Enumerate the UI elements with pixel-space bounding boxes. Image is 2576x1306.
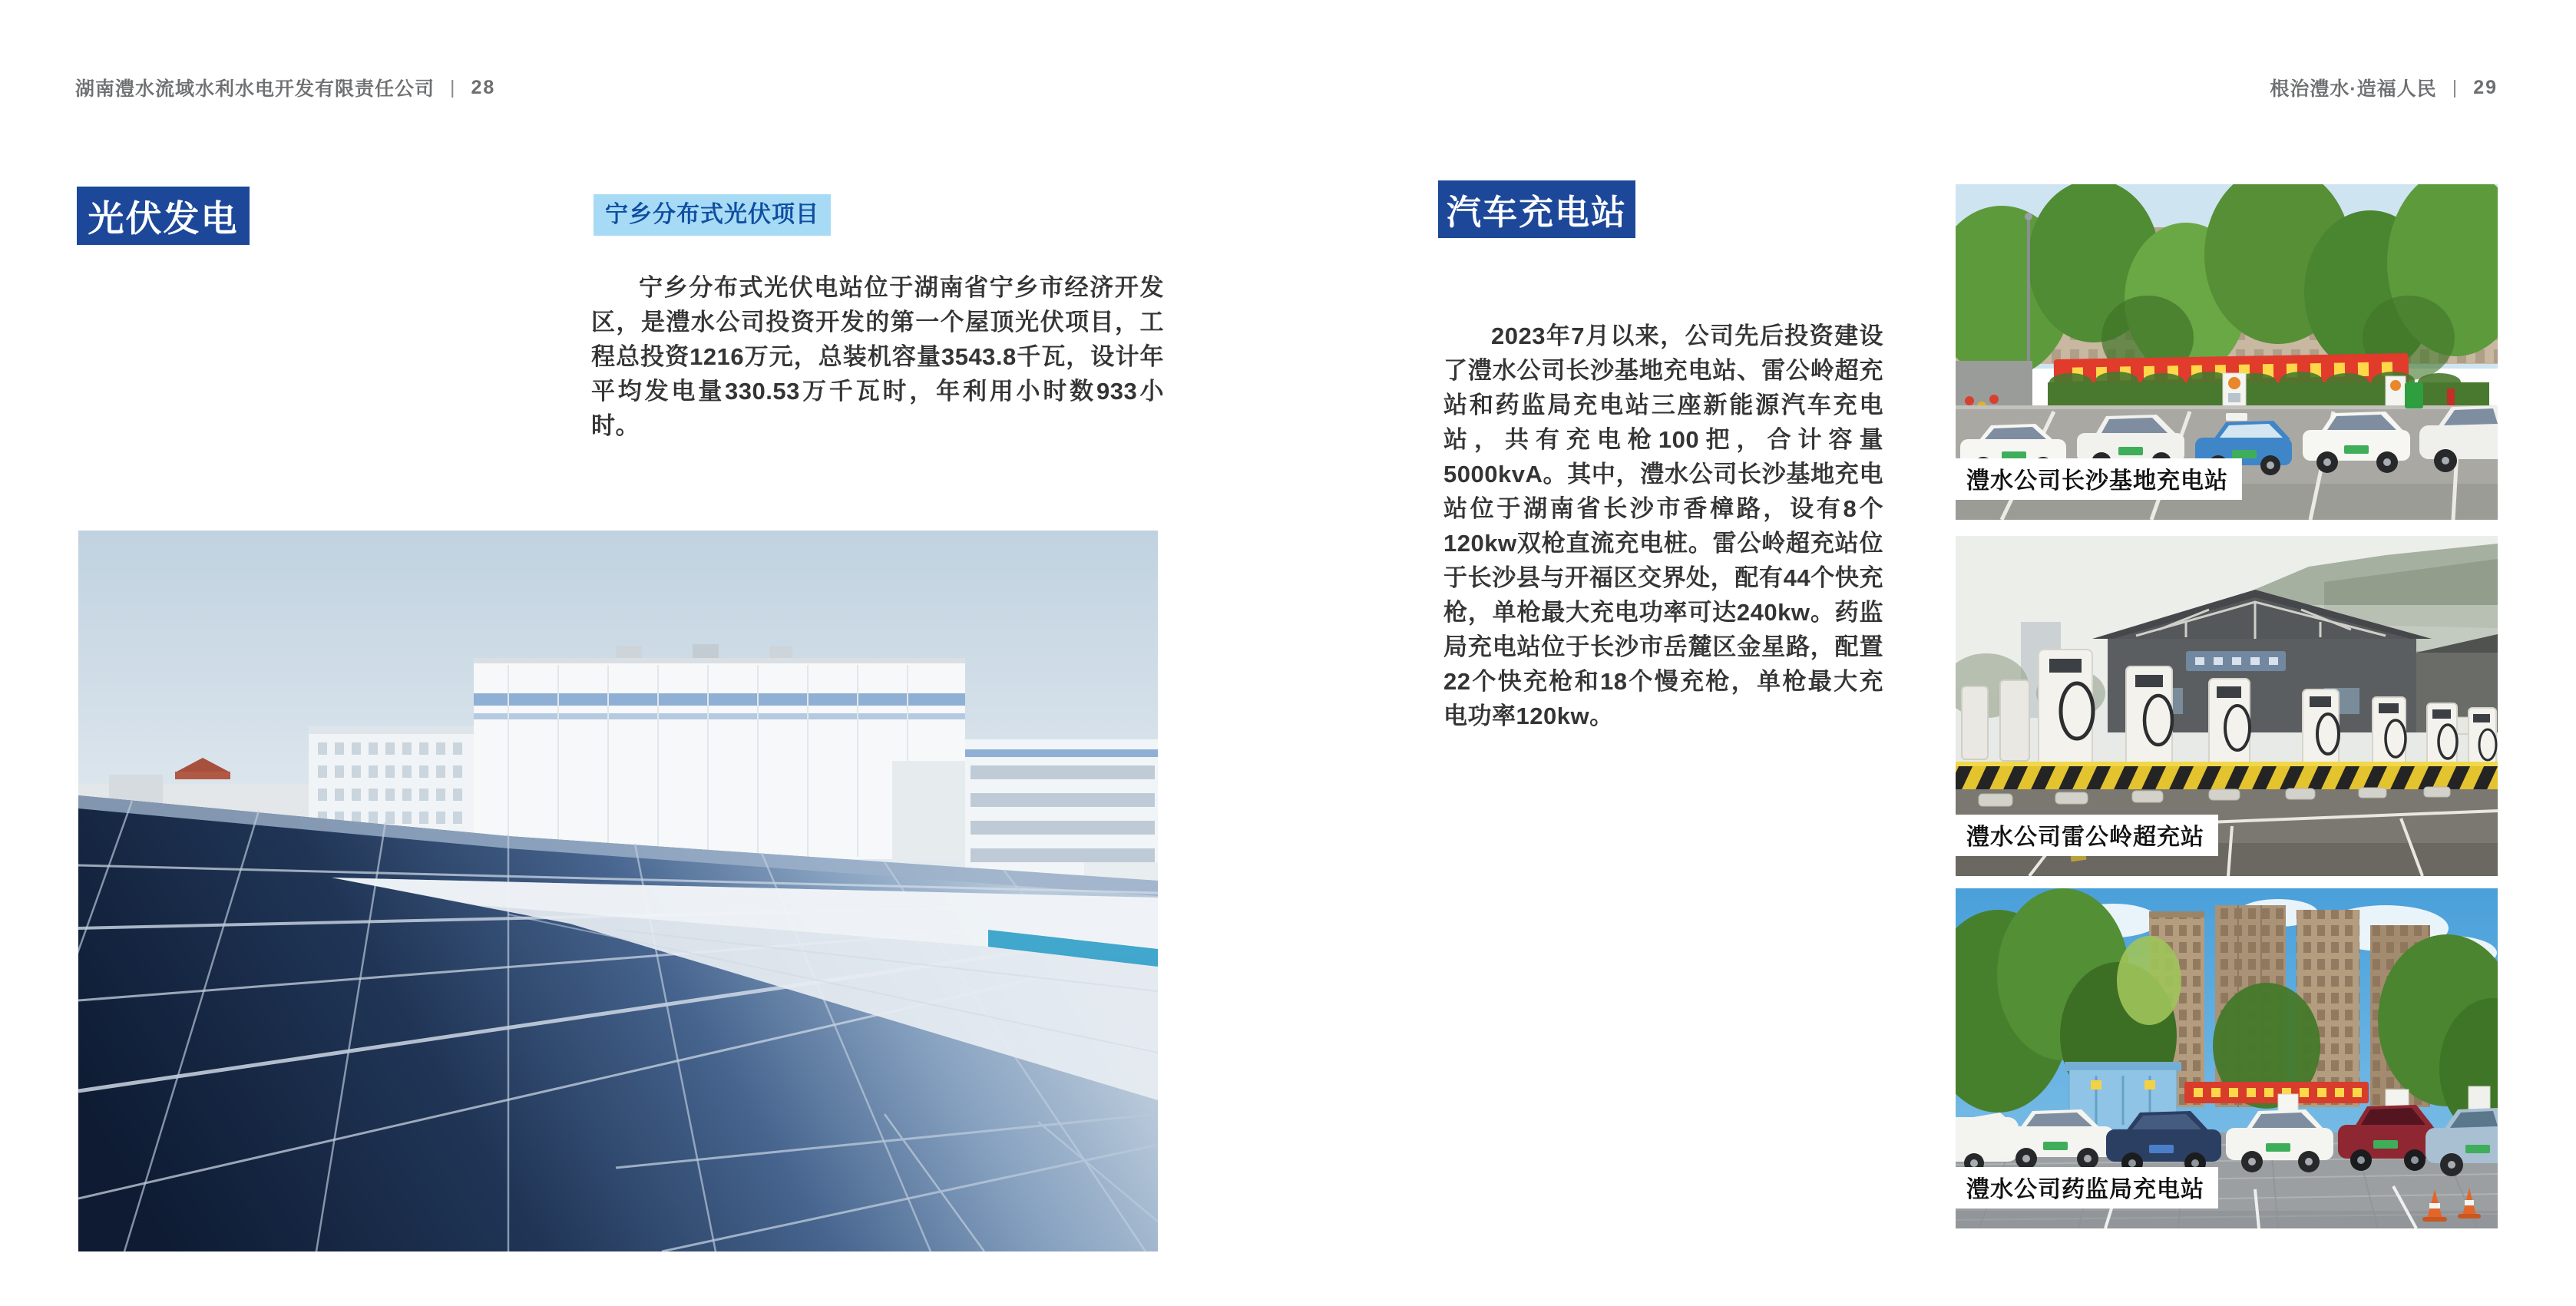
- section-title-label: 汽车充电站: [1446, 193, 1627, 232]
- photo-caption: 澧水公司药监局充电站: [1956, 1167, 2218, 1208]
- section-title-charging: [1438, 180, 1635, 238]
- header-separator: |: [450, 76, 456, 98]
- leigongling-station-photo: [1956, 536, 2498, 876]
- slogan: 根治澧水·造福人民: [2270, 78, 2437, 100]
- right-page-number: 29: [2473, 76, 2498, 98]
- yaojianju-station-photo: [1956, 888, 2498, 1228]
- photovoltaic-paragraph: 宁乡分布式光伏电站位于湖南省宁乡市经济开发区，是澧水公司投资开发的第一个屋顶光伏项目，工程总投资1216万元，总装机容量3543.8千瓦，设计年平均发电量330.53万千瓦时，年利用小时数933小时。: [591, 274, 1164, 439]
- left-running-head: [75, 74, 495, 101]
- charging-paragraph: 2023年7月以来，公司先后投资建设了澧水公司长沙基地充电站、雷公岭超充站和药监局充电站三座新能源汽车充电站，共有充电枪100把，合计容量5000kvA。其中，澧水公司长沙基地充电站位于湖南省长沙市香樟路，设有8个120kw双枪直流充电桩。雷公岭超充站位于长沙县与开福区交界处，配有44个快充枪，单枪最大充电功率可达240kw。药监局充电站位于长沙市岳麓区金星路，配置22个快充枪和18个慢充枪，单枪最大充电功率120kw。: [1443, 322, 1883, 729]
- company-name: 湖南澧水流域水利水电开发有限责任公司: [75, 78, 435, 100]
- header-separator: |: [2452, 76, 2459, 98]
- section-title-photovoltaic: [77, 187, 250, 245]
- left-page-number: 28: [471, 76, 496, 98]
- rooftop-solar-illustration: [78, 531, 1158, 1251]
- photo-caption: 澧水公司雷公岭超充站: [1956, 815, 2218, 856]
- photo-caption: 澧水公司长沙基地充电站: [1956, 458, 2242, 500]
- rooftop-solar-photo: [78, 531, 1158, 1251]
- project-subtitle: [594, 194, 831, 236]
- section-title-label: 光伏发电: [88, 197, 239, 239]
- right-running-head: [2270, 74, 2498, 101]
- changsha-base-station-photo: [1956, 184, 2498, 520]
- project-subtitle-label: 宁乡分布式光伏项目: [594, 194, 831, 236]
